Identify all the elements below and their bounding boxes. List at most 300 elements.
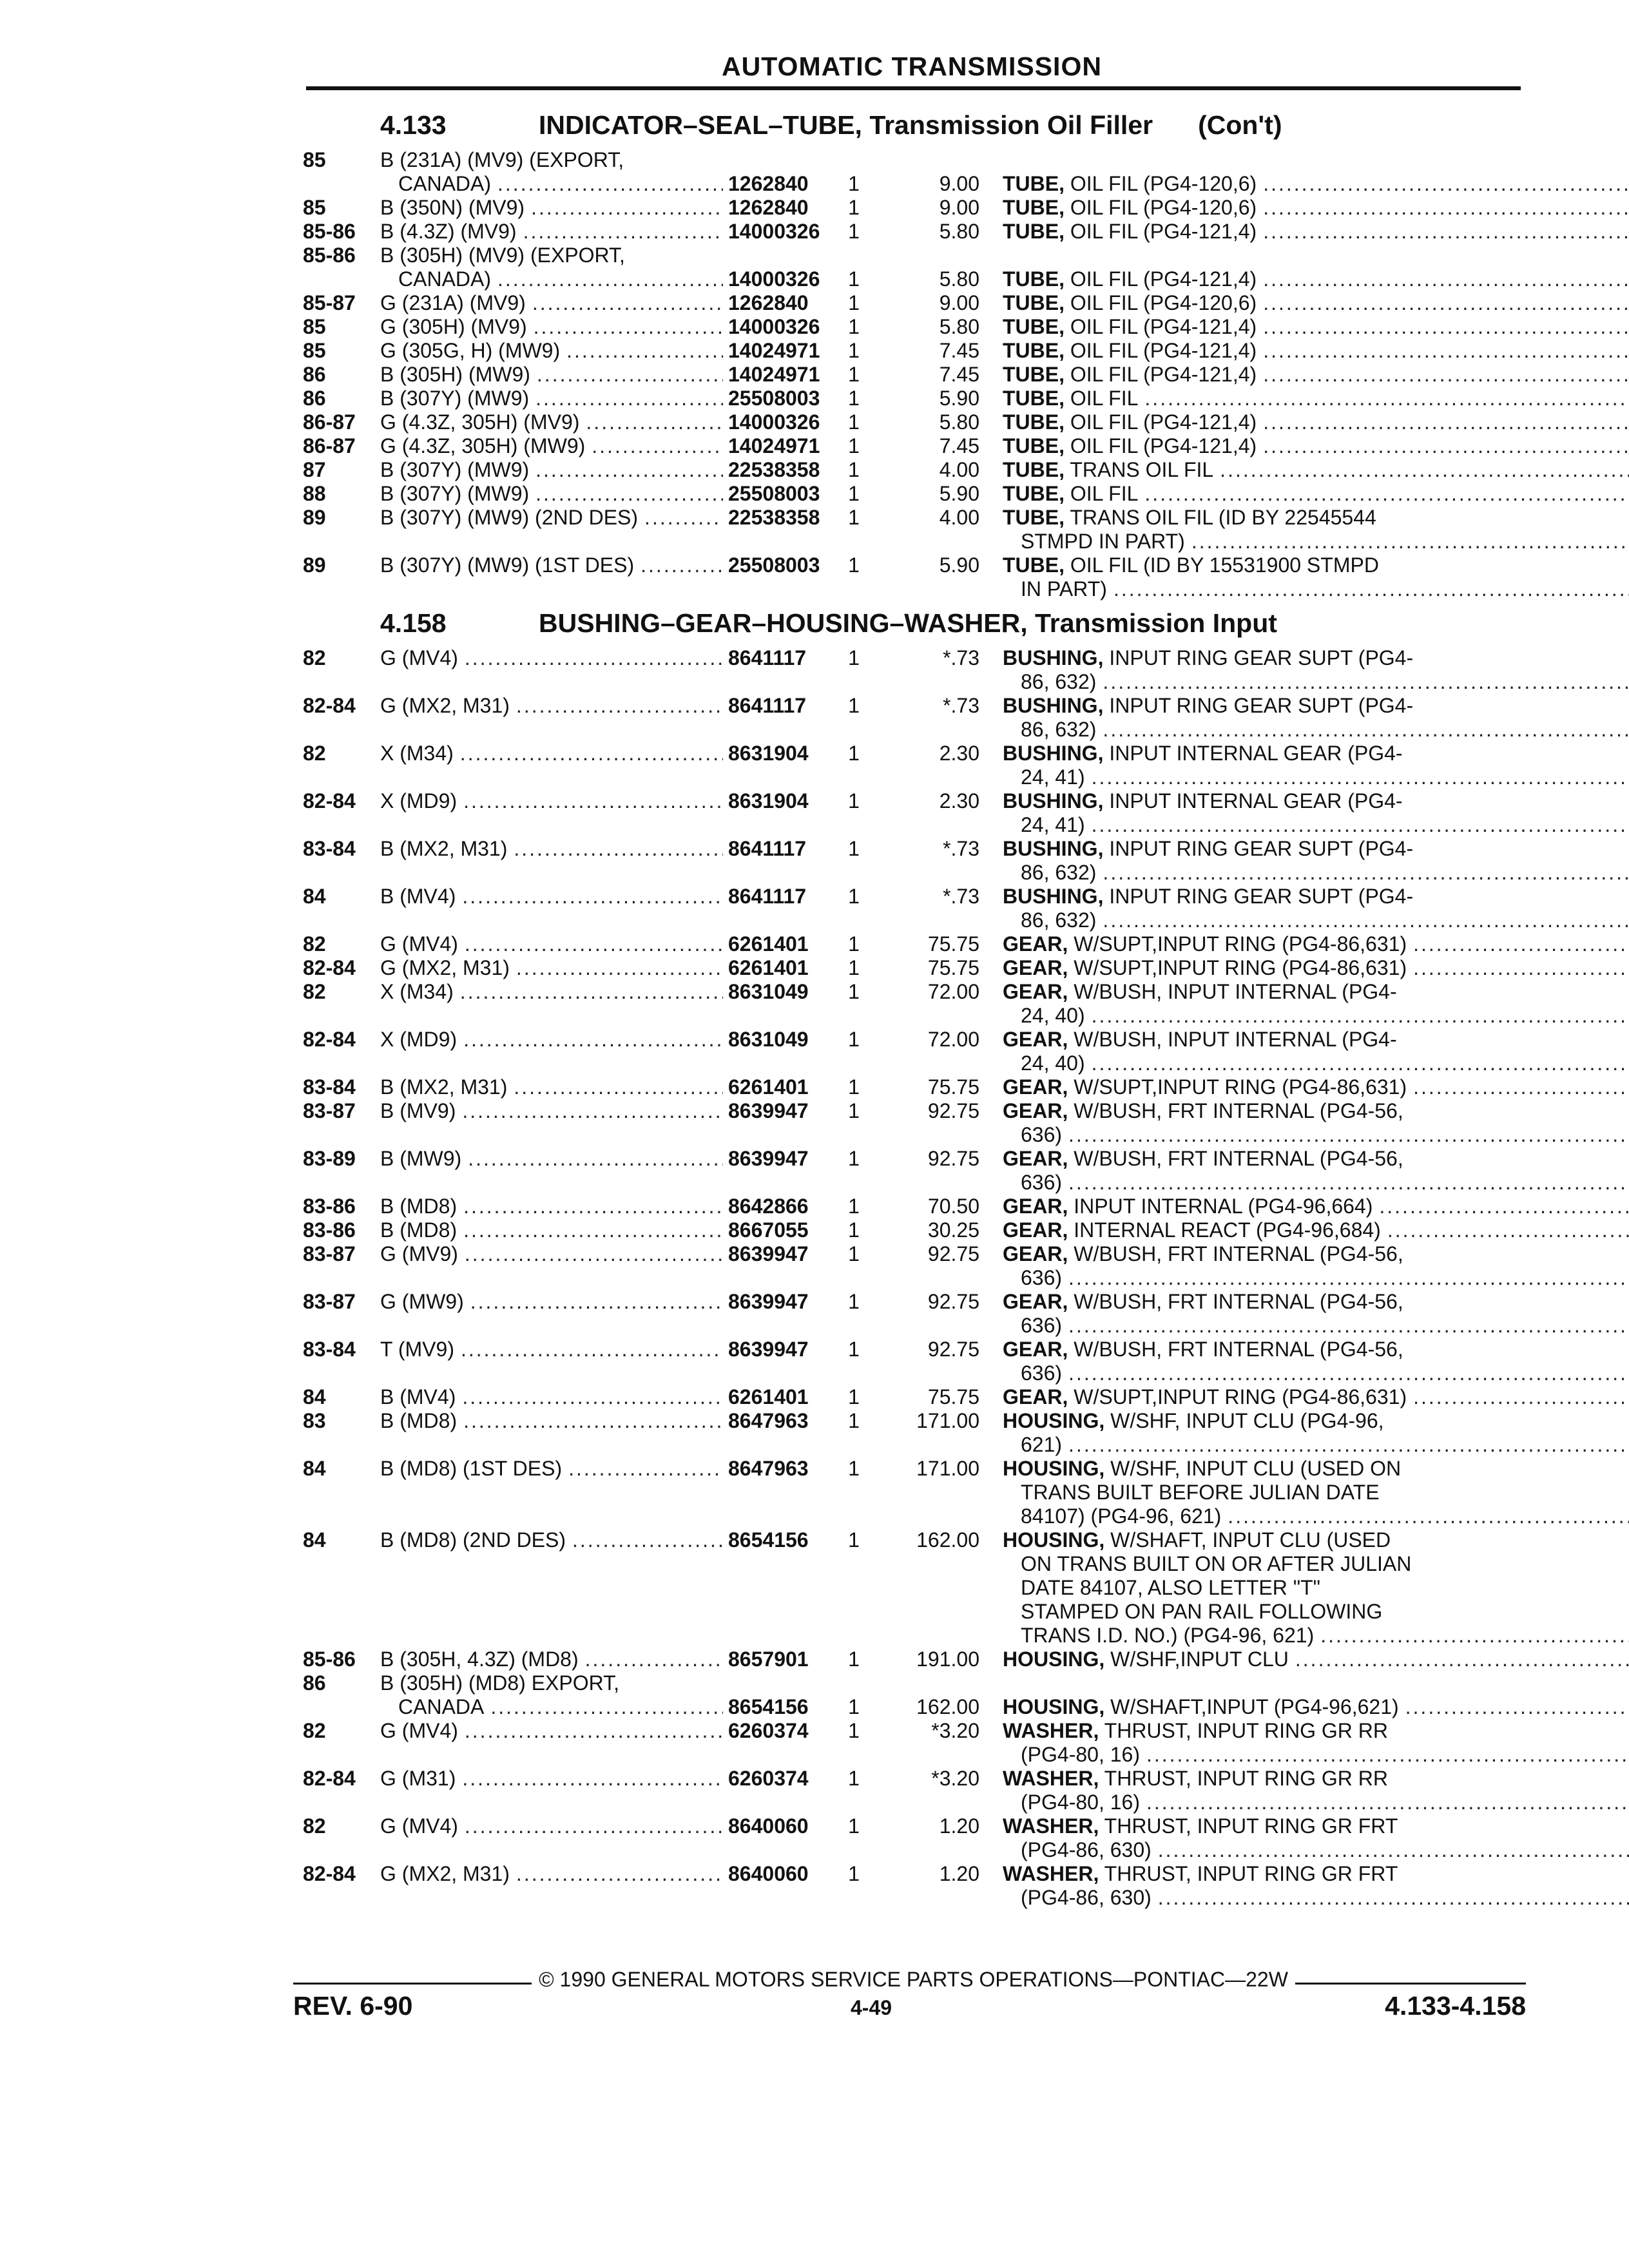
- part-name-line: [1003, 172, 1629, 196]
- description-text: B (307Y) (MW9): [380, 458, 530, 481]
- price: 171.00: [916, 1409, 979, 1432]
- model-years: 82: [303, 1814, 326, 1838]
- part-name-line: [1003, 363, 1629, 387]
- part-name: [1003, 458, 1629, 482]
- part-name-text: [1021, 1361, 1062, 1385]
- part-number: 25508003: [728, 482, 820, 505]
- part-name-keyword: BUSHING,: [1003, 742, 1104, 765]
- part-number: 6260374: [728, 1767, 809, 1790]
- model-years: 86: [303, 387, 326, 410]
- dot-leader: [1144, 387, 1629, 410]
- part-name-keyword: TUBE,: [1003, 363, 1065, 386]
- part-number-cell: [728, 932, 831, 956]
- part-name-detail: W/SUPT,INPUT RING (PG4-86,631): [1074, 956, 1407, 979]
- part-number-cell: [728, 1290, 831, 1338]
- dot-leader: [1103, 908, 1629, 932]
- part-name-detail: W/BUSH, INPUT INTERNAL (PG4-: [1074, 1028, 1397, 1051]
- description-line: [380, 1028, 728, 1052]
- part-number-cell: [728, 553, 831, 601]
- dot-leader: [497, 172, 723, 196]
- quantity: 1: [848, 1767, 860, 1790]
- description-line: [380, 1385, 728, 1409]
- part-name-line: [1003, 339, 1629, 363]
- model-years: 89: [303, 506, 326, 529]
- part-name-keyword: WASHER,: [1003, 1862, 1099, 1885]
- part-name: [1003, 789, 1629, 837]
- part-name-text: [1021, 908, 1096, 932]
- dot-leader: [572, 1528, 723, 1552]
- description-line: [380, 244, 728, 267]
- price: 70.50: [927, 1195, 979, 1218]
- parts-row: [303, 932, 1522, 956]
- quantity: 1: [848, 1147, 860, 1170]
- price: 5.80: [939, 410, 979, 434]
- part-name-detail: THRUST, INPUT RING GR FRT: [1104, 1862, 1398, 1885]
- description-text: X (MD9): [380, 1028, 458, 1051]
- part-name-line: [1003, 1719, 1629, 1743]
- part-name-line: [1003, 765, 1629, 789]
- part-name-text: [1003, 1385, 1407, 1409]
- parts-listing: [303, 103, 1522, 1910]
- dot-leader: [463, 1195, 723, 1218]
- part-number: 8654156: [728, 1528, 809, 1552]
- dot-leader: [514, 1075, 723, 1099]
- quantity-cell: [831, 1409, 876, 1457]
- part-name-detail: STAMPED ON PAN RAIL FOLLOWING: [1021, 1600, 1383, 1623]
- dot-leader: [516, 956, 723, 980]
- part-name-text: [1003, 1695, 1399, 1719]
- application-description: [380, 694, 728, 742]
- description-text: G (MX2, M31): [380, 956, 510, 979]
- application-description: [380, 410, 728, 434]
- part-number-cell: [728, 1385, 831, 1409]
- model-years: 84: [303, 1457, 326, 1480]
- quantity: 1: [848, 1385, 860, 1408]
- part-number-cell: [728, 742, 831, 789]
- application-description: [380, 1075, 728, 1099]
- part-name-text: [1003, 1338, 1403, 1361]
- application-description: [380, 244, 728, 291]
- quantity-cell: [831, 1862, 876, 1910]
- application-description: [380, 506, 728, 553]
- part-name: [1003, 1671, 1629, 1719]
- price: 5.80: [939, 220, 979, 243]
- part-name-detail: INPUT INTERNAL GEAR (PG4-: [1109, 742, 1403, 765]
- part-name-detail: OIL FIL (PG4-120,6): [1070, 291, 1257, 314]
- description-text: B (MD8): [380, 1218, 458, 1242]
- dot-leader: [1413, 1385, 1629, 1409]
- description-text: B (MD8) (2ND DES): [380, 1528, 566, 1552]
- part-name-text: [1003, 789, 1403, 813]
- model-years: 83-87: [303, 1242, 356, 1265]
- part-name-text: [1003, 1242, 1403, 1266]
- parts-row: [303, 885, 1522, 932]
- dot-leader: [586, 410, 723, 434]
- model-years: 85: [303, 196, 326, 219]
- parts-row: [303, 1719, 1522, 1767]
- price: 92.75: [927, 1290, 979, 1313]
- dot-leader: [523, 220, 723, 244]
- dot-leader: [531, 196, 723, 220]
- price: 92.75: [927, 1147, 979, 1170]
- part-name: [1003, 742, 1629, 789]
- part-name-text: [1003, 1719, 1388, 1743]
- part-name-text: [1003, 267, 1257, 291]
- part-name-detail: W/SHAFT,INPUT (PG4-96,621): [1110, 1695, 1399, 1718]
- part-name-keyword: BUSHING,: [1003, 694, 1104, 717]
- part-name-detail: 24, 40): [1021, 1004, 1085, 1027]
- part-name-text: [1021, 1171, 1062, 1195]
- price-cell: [876, 1719, 1003, 1767]
- dot-leader: [1263, 220, 1629, 244]
- part-name-keyword: WASHER,: [1003, 1814, 1099, 1838]
- part-number-cell: [728, 956, 831, 980]
- part-name-detail: THRUST, INPUT RING GR RR: [1104, 1767, 1388, 1790]
- dot-leader: [1158, 1838, 1629, 1862]
- part-name-detail: 636): [1021, 1171, 1063, 1194]
- model-years: 86-87: [303, 410, 356, 434]
- application-description: [380, 220, 728, 244]
- part-name-keyword: TUBE,: [1003, 458, 1065, 481]
- description-line: [380, 932, 728, 956]
- dot-leader: [465, 1242, 723, 1266]
- dot-leader: [537, 363, 723, 387]
- parts-row: [303, 956, 1522, 980]
- application-description: [380, 1671, 728, 1719]
- model-years: 82: [303, 742, 326, 765]
- parts-row: [303, 506, 1522, 553]
- part-name: [1003, 1648, 1629, 1671]
- quantity-cell: [831, 837, 876, 885]
- price-cell: [876, 387, 1003, 410]
- price: 162.00: [916, 1695, 979, 1718]
- part-number: 25508003: [728, 387, 820, 410]
- description-line: [380, 148, 728, 172]
- part-number-cell: [728, 196, 831, 220]
- part-name-text: [1003, 837, 1413, 861]
- part-name-detail: INPUT RING GEAR SUPT (PG4-: [1109, 694, 1414, 717]
- description-line: [380, 885, 728, 908]
- description-text: G (MV4): [380, 932, 458, 956]
- description-line: [380, 742, 728, 765]
- price-cell: [876, 1075, 1003, 1099]
- part-name-detail: INPUT INTERNAL (PG4-96,664): [1074, 1195, 1373, 1218]
- description-text: B (MD8) (1ST DES): [380, 1457, 563, 1480]
- quantity-cell: [831, 1075, 876, 1099]
- part-name: [1003, 694, 1629, 742]
- quantity-cell: [831, 1528, 876, 1648]
- part-name-line: [1003, 1886, 1629, 1910]
- part-name-keyword: TUBE,: [1003, 196, 1065, 219]
- dot-leader: [1263, 196, 1629, 220]
- application-description: [380, 885, 728, 932]
- price: *.73: [943, 646, 979, 669]
- parts-row: [303, 1147, 1522, 1195]
- description-text: CANADA): [398, 267, 492, 291]
- description-line: [380, 980, 728, 1004]
- model-years: 85: [303, 339, 326, 362]
- parts-row: [303, 339, 1522, 363]
- description-line: [380, 1457, 728, 1481]
- part-name-keyword: HOUSING,: [1003, 1695, 1105, 1718]
- part-number: 1262840: [728, 291, 809, 314]
- application-description: [380, 196, 728, 220]
- part-name-detail: TRANS BUILT BEFORE JULIAN DATE: [1021, 1481, 1380, 1504]
- part-name-line: [1003, 1099, 1629, 1123]
- part-name-text: [1003, 932, 1407, 956]
- parts-row: [303, 244, 1522, 291]
- dot-leader: [1263, 267, 1629, 291]
- description-text: G (MV9): [380, 1242, 458, 1265]
- price-cell: [876, 339, 1003, 363]
- dot-leader: [1263, 315, 1629, 339]
- quantity-cell: [831, 434, 876, 458]
- model-years: 87: [303, 458, 326, 481]
- part-name-line: [1003, 291, 1629, 315]
- quantity-cell: [831, 220, 876, 244]
- part-name-line: [1003, 1552, 1629, 1576]
- application-description: [380, 458, 728, 482]
- parts-row: [303, 837, 1522, 885]
- price: 4.00: [939, 506, 979, 529]
- part-name-detail: 24, 40): [1021, 1052, 1085, 1075]
- description-text: B (307Y) (MW9): [380, 482, 530, 505]
- dot-leader: [465, 1814, 723, 1838]
- spacer: [728, 1671, 831, 1695]
- dot-leader: [1413, 1075, 1629, 1099]
- application-description: [380, 363, 728, 387]
- quantity: 1: [848, 646, 860, 669]
- quantity: 1: [848, 172, 860, 195]
- part-name-line: [1003, 1791, 1629, 1814]
- part-name-text: [1021, 1576, 1320, 1600]
- part-name-line: [1003, 1075, 1629, 1099]
- dot-leader: [465, 1719, 723, 1743]
- part-name-detail: INPUT RING GEAR SUPT (PG4-: [1109, 837, 1414, 860]
- part-name-keyword: TUBE,: [1003, 482, 1065, 505]
- section-number: 4.158: [380, 608, 447, 638]
- part-name-detail: W/BUSH, FRT INTERNAL (PG4-56,: [1074, 1338, 1403, 1361]
- dot-leader: [534, 315, 723, 339]
- part-name-keyword: TUBE,: [1003, 220, 1065, 243]
- part-name-detail: 636): [1021, 1266, 1063, 1289]
- part-number-cell: [728, 220, 831, 244]
- parts-row: [303, 1075, 1522, 1099]
- part-name-line: [1003, 434, 1629, 458]
- price: 191.00: [916, 1648, 979, 1671]
- dot-leader: [516, 694, 723, 718]
- quantity-cell: [831, 291, 876, 315]
- part-name-text: [1021, 765, 1085, 789]
- description-line: [380, 482, 728, 506]
- part-name-text: [1021, 1552, 1411, 1576]
- quantity: 1: [848, 1719, 860, 1742]
- part-name-keyword: GEAR,: [1003, 1028, 1068, 1051]
- dot-leader: [1413, 932, 1629, 956]
- part-name-text: [1003, 315, 1257, 339]
- price: 72.00: [927, 980, 979, 1003]
- description-text: B (4.3Z) (MV9): [380, 220, 517, 243]
- part-name-line: [1003, 315, 1629, 339]
- part-name-detail: 86, 632): [1021, 908, 1097, 932]
- dot-leader: [1092, 765, 1629, 789]
- part-number: 8631049: [728, 980, 809, 1003]
- dot-leader: [463, 1409, 723, 1433]
- part-number: 8641117: [728, 837, 807, 860]
- dot-leader: [1146, 1743, 1629, 1767]
- part-name: [1003, 506, 1629, 553]
- dot-leader: [535, 387, 723, 410]
- part-name-keyword: HOUSING,: [1003, 1457, 1105, 1480]
- part-name-keyword: GEAR,: [1003, 956, 1068, 979]
- description-line: [380, 1242, 728, 1266]
- dot-leader: [1263, 363, 1629, 387]
- parts-row: [303, 482, 1522, 506]
- price-cell: [876, 1671, 1003, 1719]
- part-name-detail: W/BUSH, INPUT INTERNAL (PG4-: [1074, 980, 1397, 1003]
- part-name-line: [1003, 387, 1629, 410]
- part-name-text: [1003, 1648, 1289, 1671]
- dot-leader: [1113, 577, 1629, 601]
- part-name-keyword: GEAR,: [1003, 980, 1068, 1003]
- part-name-text: [1003, 694, 1413, 718]
- description-line: [380, 363, 728, 387]
- part-name: [1003, 1719, 1629, 1767]
- quantity: 1: [848, 694, 860, 717]
- parts-row: [303, 1242, 1522, 1290]
- quantity-cell: [831, 1028, 876, 1075]
- part-number: 8631904: [728, 789, 809, 812]
- quantity: 1: [848, 742, 860, 765]
- dot-leader: [516, 1862, 723, 1886]
- part-name-keyword: HOUSING,: [1003, 1409, 1105, 1432]
- dot-leader: [463, 1218, 723, 1242]
- price: 9.00: [939, 291, 979, 314]
- parts-row: [303, 694, 1522, 742]
- parts-row: [303, 742, 1522, 789]
- part-number-cell: [728, 315, 831, 339]
- price-cell: [876, 315, 1003, 339]
- part-number-cell: [728, 148, 831, 196]
- price-cell: [876, 434, 1003, 458]
- part-name-text: [1021, 1266, 1062, 1290]
- part-name-text: [1021, 1004, 1085, 1028]
- parts-row: [303, 1648, 1522, 1671]
- part-name: [1003, 363, 1629, 387]
- dot-leader: [1263, 339, 1629, 363]
- part-number: 6261401: [728, 956, 809, 979]
- part-number-cell: [728, 1862, 831, 1910]
- parts-row: [303, 646, 1522, 694]
- part-name-keyword: TUBE,: [1003, 434, 1065, 457]
- description-line: [380, 1648, 728, 1671]
- quantity: 1: [848, 506, 860, 529]
- model-years: 85: [303, 315, 326, 338]
- part-name-line: [1003, 1648, 1629, 1671]
- price: 1.20: [939, 1862, 979, 1885]
- description-text: G (305G, H) (MW9): [380, 339, 561, 362]
- description-text: X (M34): [380, 980, 454, 1003]
- description-line: [380, 1338, 728, 1361]
- part-number-cell: [728, 506, 831, 553]
- part-name-text: [1003, 1028, 1397, 1052]
- price-cell: [876, 244, 1003, 291]
- revision-label: REV. 6-90: [293, 1991, 413, 2021]
- model-years: 83-84: [303, 1075, 356, 1099]
- part-name-text: [1003, 1075, 1407, 1099]
- price-cell: [876, 506, 1003, 553]
- part-name-line: [1003, 196, 1629, 220]
- part-name-detail: IN PART): [1021, 577, 1107, 601]
- quantity-cell: [831, 1457, 876, 1528]
- part-name-detail: TRANS I.D. NO.) (PG4-96, 621): [1021, 1624, 1315, 1647]
- part-name-text: [1021, 1504, 1221, 1528]
- price-cell: [876, 220, 1003, 244]
- part-name-line: [1003, 1385, 1629, 1409]
- part-number: 6261401: [728, 1075, 809, 1099]
- model-years: 82-84: [303, 1767, 356, 1790]
- description-text: B (305H) (MD8) EXPORT,: [380, 1671, 620, 1695]
- part-name-line: [1003, 267, 1629, 291]
- dot-leader: [1144, 482, 1629, 506]
- model-years: 86: [303, 1671, 326, 1695]
- part-number-cell: [728, 363, 831, 387]
- quantity: 1: [848, 837, 860, 860]
- application-description: [380, 742, 728, 789]
- spacer: [876, 148, 979, 172]
- part-number: 6261401: [728, 1385, 809, 1408]
- model-years: 82: [303, 646, 326, 669]
- part-name-line: [1003, 1457, 1629, 1481]
- description-line: [380, 1767, 728, 1791]
- part-name-text: [1021, 1838, 1152, 1862]
- part-name-text: [1003, 291, 1257, 315]
- quantity-cell: [831, 1385, 876, 1409]
- model-years: 83-86: [303, 1218, 356, 1242]
- quantity-cell: [831, 980, 876, 1028]
- part-number: 8641117: [728, 885, 807, 908]
- dot-leader: [592, 434, 723, 458]
- price-cell: [876, 1338, 1003, 1385]
- model-years: 83-87: [303, 1099, 356, 1122]
- description-text: B (MV9): [380, 1099, 456, 1122]
- description-line: [380, 387, 728, 410]
- part-name-line: [1003, 1290, 1629, 1314]
- dot-leader: [461, 1338, 723, 1361]
- description-text: B (350N) (MV9): [380, 196, 525, 219]
- application-description: [380, 1767, 728, 1814]
- quantity: 1: [848, 1648, 860, 1671]
- part-name-line: [1003, 1028, 1629, 1052]
- description-line: [380, 339, 728, 363]
- quantity: 1: [848, 1409, 860, 1432]
- price: 9.00: [939, 172, 979, 195]
- description-line: [380, 646, 728, 670]
- price-cell: [876, 1648, 1003, 1671]
- price-cell: [876, 1457, 1003, 1528]
- part-name-text: [1003, 1290, 1403, 1314]
- parts-row: [303, 315, 1522, 339]
- parts-row: [303, 1338, 1522, 1385]
- part-name-line: [1003, 1242, 1629, 1266]
- part-number: 8667055: [728, 1218, 809, 1242]
- part-name-detail: (PG4-86, 630): [1021, 1838, 1152, 1861]
- part-name-keyword: TUBE,: [1003, 315, 1065, 338]
- part-name-text: [1003, 646, 1413, 670]
- footer-rule-right: [1295, 1983, 1526, 1984]
- price-cell: [876, 363, 1003, 387]
- quantity: 1: [848, 482, 860, 505]
